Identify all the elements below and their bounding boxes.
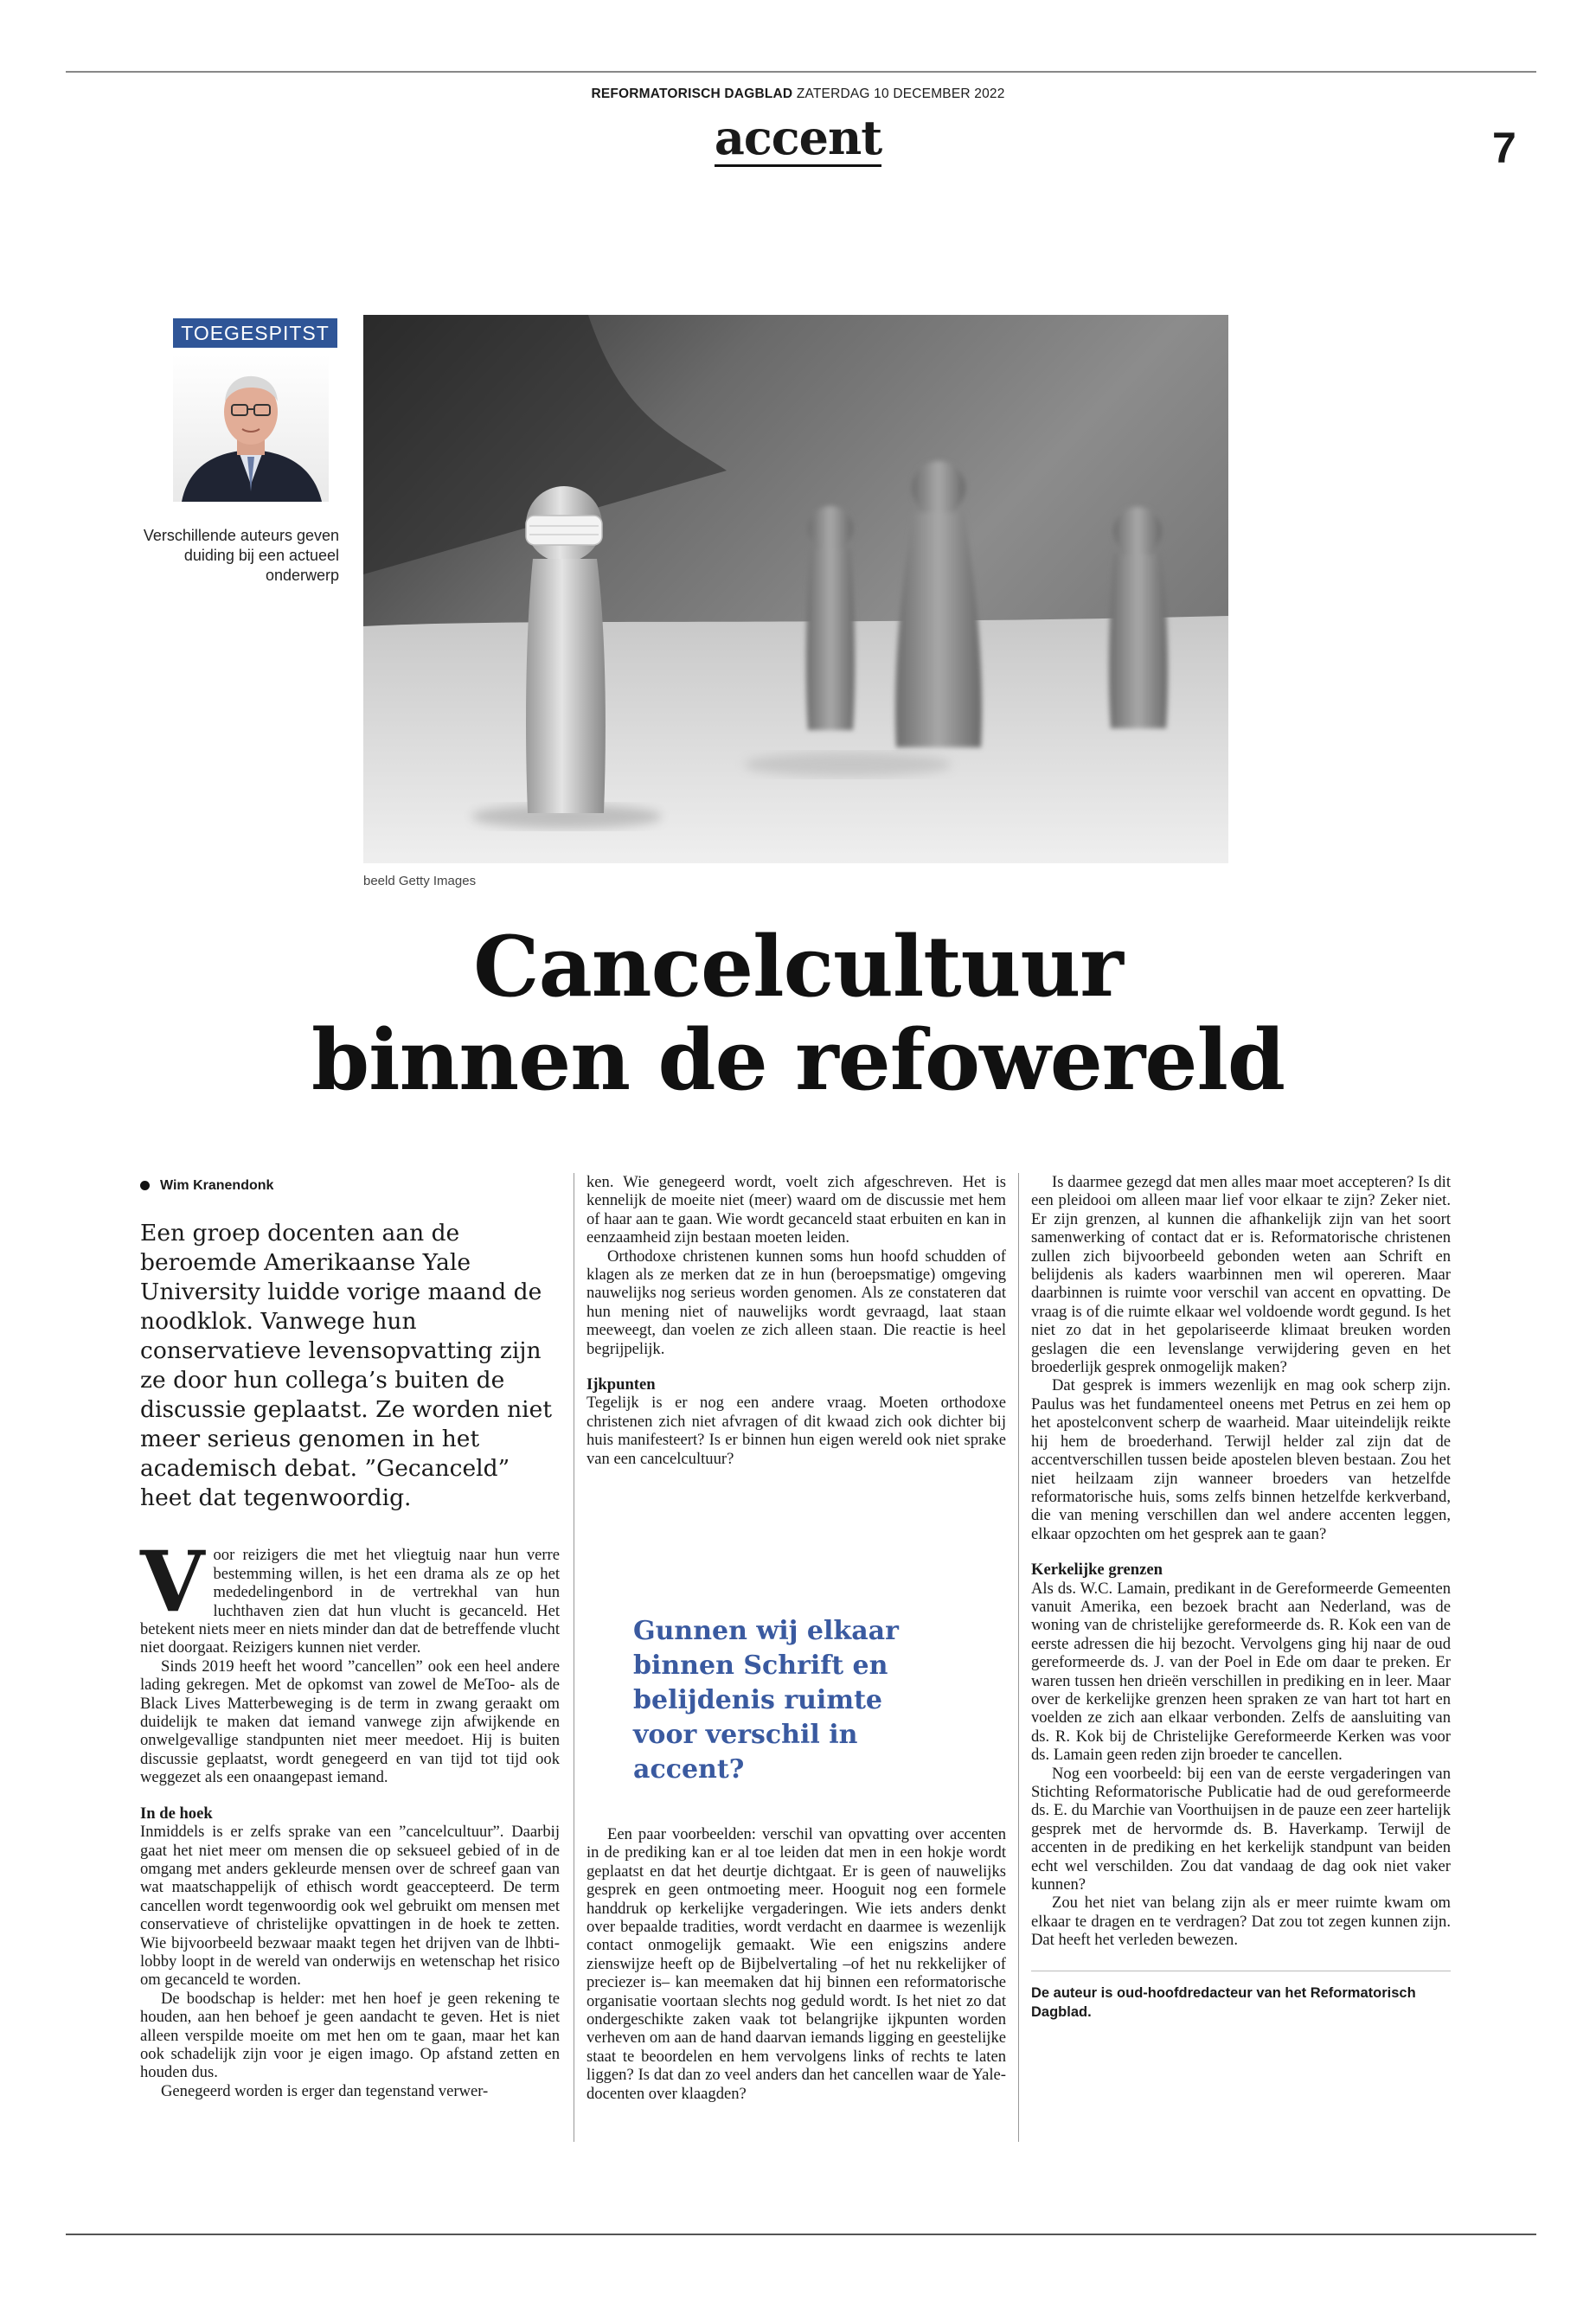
photo-credit: beeld Getty Images	[363, 874, 477, 888]
article-column-1	[140, 1176, 560, 2100]
article-column-2-lower	[586, 1825, 1006, 2103]
subheading: Ijkpunten	[586, 1375, 656, 1394]
paragraph: Nog een voorbeeld: bij een van de eerste vergaderingen van Stichting Reformatorische Publicatie had de oud gereformeerde ds. E. du Marchie van Voorthuijsen in de pauze een zeer hartelijk gesprek met de hervormde ds. B. Haverkamp. Terwijl de accenten in de prediking en het kerkelijk standpunt van beiden echt wel verschilden. Zou dat vandaag de dag ook niet vaker kunnen?	[1031, 1764, 1451, 1894]
top-rule	[66, 71, 1536, 73]
masthead-date: ZATERDAG 10 DECEMBER 2022	[796, 87, 1005, 101]
paragraph: Dat gesprek is immers wezenlijk en mag ook scherp zijn. Paulus was het fundamenteel oneens met Petrus en zei hem op het apostelconvent scherp de waarheid. Maar uiteindelijk reikte hij hem de broederhand. Terwijl helder zal zijn dat de accentverschillen tussen beide apostelen bleven bestaan. Zou het niet heilzaam zijn wanneer broeders van hetzelfde reformatorische huis, soms zelfs binnen hetzelfde kerkverband, die van mening verschillen dan wel andere accenten leggen, elkaar opzochten om het gesprek aan te gaan?	[1031, 1376, 1451, 1543]
paragraph: Orthodoxe christenen kunnen soms hun hoofd schudden of klagen als ze merken dat ze in hun (beroepsmatige) omgeving nauwelijks nog serieus worden genomen. Als ze constateren dat hun mening niet of nauwelijks wordt gevraagd, laat staan meeweegt, dan voelen ze zich alleen staan. Die reactie is heel begrijpelijk.	[586, 1247, 1006, 1358]
article-column-3	[1031, 1173, 1451, 2022]
column-note: Verschillende auteurs geven duiding bij een actueel onderwerp	[143, 527, 339, 584]
paragraph: Een paar voorbeelden: verschil van opvatting over accenten in de prediking kan er al toe leiden dat men in een hokje wordt geplaatst en dat het deurtje dichtgaat. Er is geen of nauwelijks gesprek en geen ontmoeting meer. Hooguit nog een formele handdruk op kerkelijke vergaderingen. Wie iets anders denkt over bepaalde tradities, wordt verdacht en daarmee is wezenlijk contact onmogelijk gemaakt. Wie een enigszins andere zienswijze heeft op de Bijbelvertaling –of het nu rekkelijker of preciezer is– kan meemaken dat hij binnen een reformatorische organisatie voortaan slechts nog geduld wordt. Is het niet zo dat ondergeschikte zaken vaak tot belangrijke ijkpunten worden verheven om aan de hand daarvan iemands ligging en geestelijke staat te beoordelen en hem vervolgens links of rechts te laten liggen? Is dat dan zo veel anders dan het cancellen waar de Yale-docenten over klaagden?	[586, 1825, 1006, 2103]
pull-quote: Gunnen wij elkaar binnen Schrift en belijdenis ruimte voor verschil in accent?	[633, 1616, 899, 1785]
byline-dot-icon	[140, 1181, 150, 1190]
paragraph: Genegeerd worden is erger dan tegenstand verwer-	[161, 2081, 489, 2100]
author-portrait-icon	[173, 355, 329, 502]
author-byline	[140, 1176, 560, 1195]
paragraph: Voor reizigers die met het vliegtuig naar hun verre bestemming willen, is het een drama als ze op het mededelingenbord in de vertrekhal van hun luchthaven zien dat hun vlucht is gecanceld. Het betekent niets meer en niets minder dan dat de betreffende vlucht niet doorgaat. Reizigers kunnen niet verder.	[140, 1533, 560, 1657]
paragraph: De boodschap is helder: met hen hoef je geen rekening te houden, aan hen behoef je geen aandacht te geven. Het is niet alleen verspilde moeite om met hen om te gaan, maar het kan ook schadelijk zijn voor je eigen imago. Op afstand zetten en houden dus.	[140, 1989, 560, 2082]
subheading: Kerkelijke grenzen	[1031, 1561, 1163, 1580]
masthead	[0, 87, 1596, 102]
author-footnote: De auteur is oud-hoofdredacteur van het Reformatorisch Dagblad.	[1031, 1971, 1451, 2022]
page-number: 7	[1492, 124, 1516, 172]
article-column-2	[586, 1173, 1006, 1468]
section-title: accent	[714, 110, 882, 165]
paragraph: Inmiddels is er zelfs sprake van een ”cancelcultuur”. Daarbij gaat het niet meer om mensen die op seksueel gebied of in de omgang met anders gekleurde mensen over de schreef gaan van wat maatschappelijk of ethisch wordt geaccepteerd. De term cancellen wordt tegenwoordig ook wel gebruikt om mensen met conservatieve of christelijke opvattingen in de hoek te zetten. Wie bijvoorbeeld bezwaar maakt tegen het drijven van de lhbti-lobby loopt in de wereld van onderwijs en wetenschap het risico om gecanceld te worden.	[140, 1823, 560, 1990]
column-tag: TOEGESPITST	[173, 318, 337, 348]
headline-line-2: binnen de refowereld	[311, 1011, 1285, 1109]
paragraph: Is daarmee gezegd dat men alles maar moet accepteren? Is dit een pleidooi om alleen maar lief voor elkaar te zijn? Zeker niet. Er zijn grenzen, al kunnen die afhankelijk zijn van het soort samenwerking of contact dat er is. Reformatorische christenen zullen zich bijvoorbeeld gebonden weten aan Schrift en belijdenis als kaders waarbinnen men wil opereren. Maar daarbinnen is ruimte voor verschil van accent en opvatting. De vraag is of die ruimte elkaar wel voldoende wordt gegund. Is het niet zo dat in het gepolariseerde klimaat breuken worden geslagen die een levenslange verwijdering geven en het broederlijk gesprek onmogelijk maken?	[1031, 1173, 1451, 1377]
paragraph: Zou het niet van belang zijn als er meer ruimte kwam om elkaar te dragen en te verdragen? Dat zou tot zegen kunnen zijn. Dat heeft het verleden bewezen.	[1031, 1894, 1451, 1950]
paragraph: Sinds 2019 heeft het woord ”cancellen” ook een heel andere lading gekregen. Met de opkomst van zowel de MeToo- als de Black Lives Matterbeweging is de term in zwang geraakt om duidelijk te maken dat iemand vanwege zijn afwijkende en onwelgevallige standpunten niet meer meedoet. Hij is buiten discussie geplaatst, wordt genegeerd en van tijd tot tijd ook weggezet als een onaangepast iemand.	[140, 1657, 560, 1787]
subheading: In de hoek	[140, 1804, 213, 1823]
headline	[0, 920, 1596, 1107]
headline-line-1: Cancelcultuur	[473, 918, 1123, 1016]
bottom-rule	[66, 2234, 1536, 2235]
author-name: Wim Kranendonk	[160, 1178, 274, 1193]
masthead-paper: REFORMATORISCH DAGBLAD	[591, 87, 793, 101]
dropcap: V	[140, 1533, 205, 1631]
column-divider	[1018, 1173, 1019, 2142]
paragraph: Als ds. W.C. Lamain, predikant in de Gereformeerde Gemeenten vanuit Amerika, een bezoek bracht aan Nederland, was de woning van de christelijke gereformeerde ds. R. Kok een van de eerste adressen die hij bezocht. Vervolgens ging hij naar de oud gereformeerde ds. J. van der Poel in Ede om daar te preken. Er waren tussen hen drieën verschillen in prediking en in leer. Maar over de kerkelijke grenzen heen spraken ze van hart tot hart en voelden ze zich aan elkaar verbonden. Zelfs de aansluiting van ds. R. Kok bij de Christelijke Gereformeerde Kerken was voor ds. Lamain geen reden zijn broeder te cancellen.	[1031, 1579, 1451, 1765]
article-intro: Een groep docenten aan de beroemde Amerikaanse Yale University luidde vorige maand de noodklok. Vanwege hun conservatieve levensopvatting zijn ze door hun collega’s buiten de discussie geplaatst. Ze worden niet meer serieus genomen in het academisch debat. ”Gecanceld” heet dat tegenwoordig.	[140, 1220, 552, 1512]
paragraph: ken. Wie genegeerd wordt, voelt zich afgeschreven. Het is kennelijk de moeite niet (meer) waard om de discussie met hem of haar aan te gaan. Wie wordt gecanceld staat erbuiten en kan in eenzaamheid zijn bestaan moeten leiden.	[586, 1173, 1006, 1247]
wooden-pawns-photo-icon	[363, 315, 1228, 863]
paragraph: Tegelijk is er nog een andere vraag. Moeten orthodoxe christenen zich niet afvragen of dit kwaad zich ook dichter bij huis manifesteert? Is er binnen hun eigen wereld ook niet sprake van een cancelcultuur?	[586, 1394, 1006, 1468]
